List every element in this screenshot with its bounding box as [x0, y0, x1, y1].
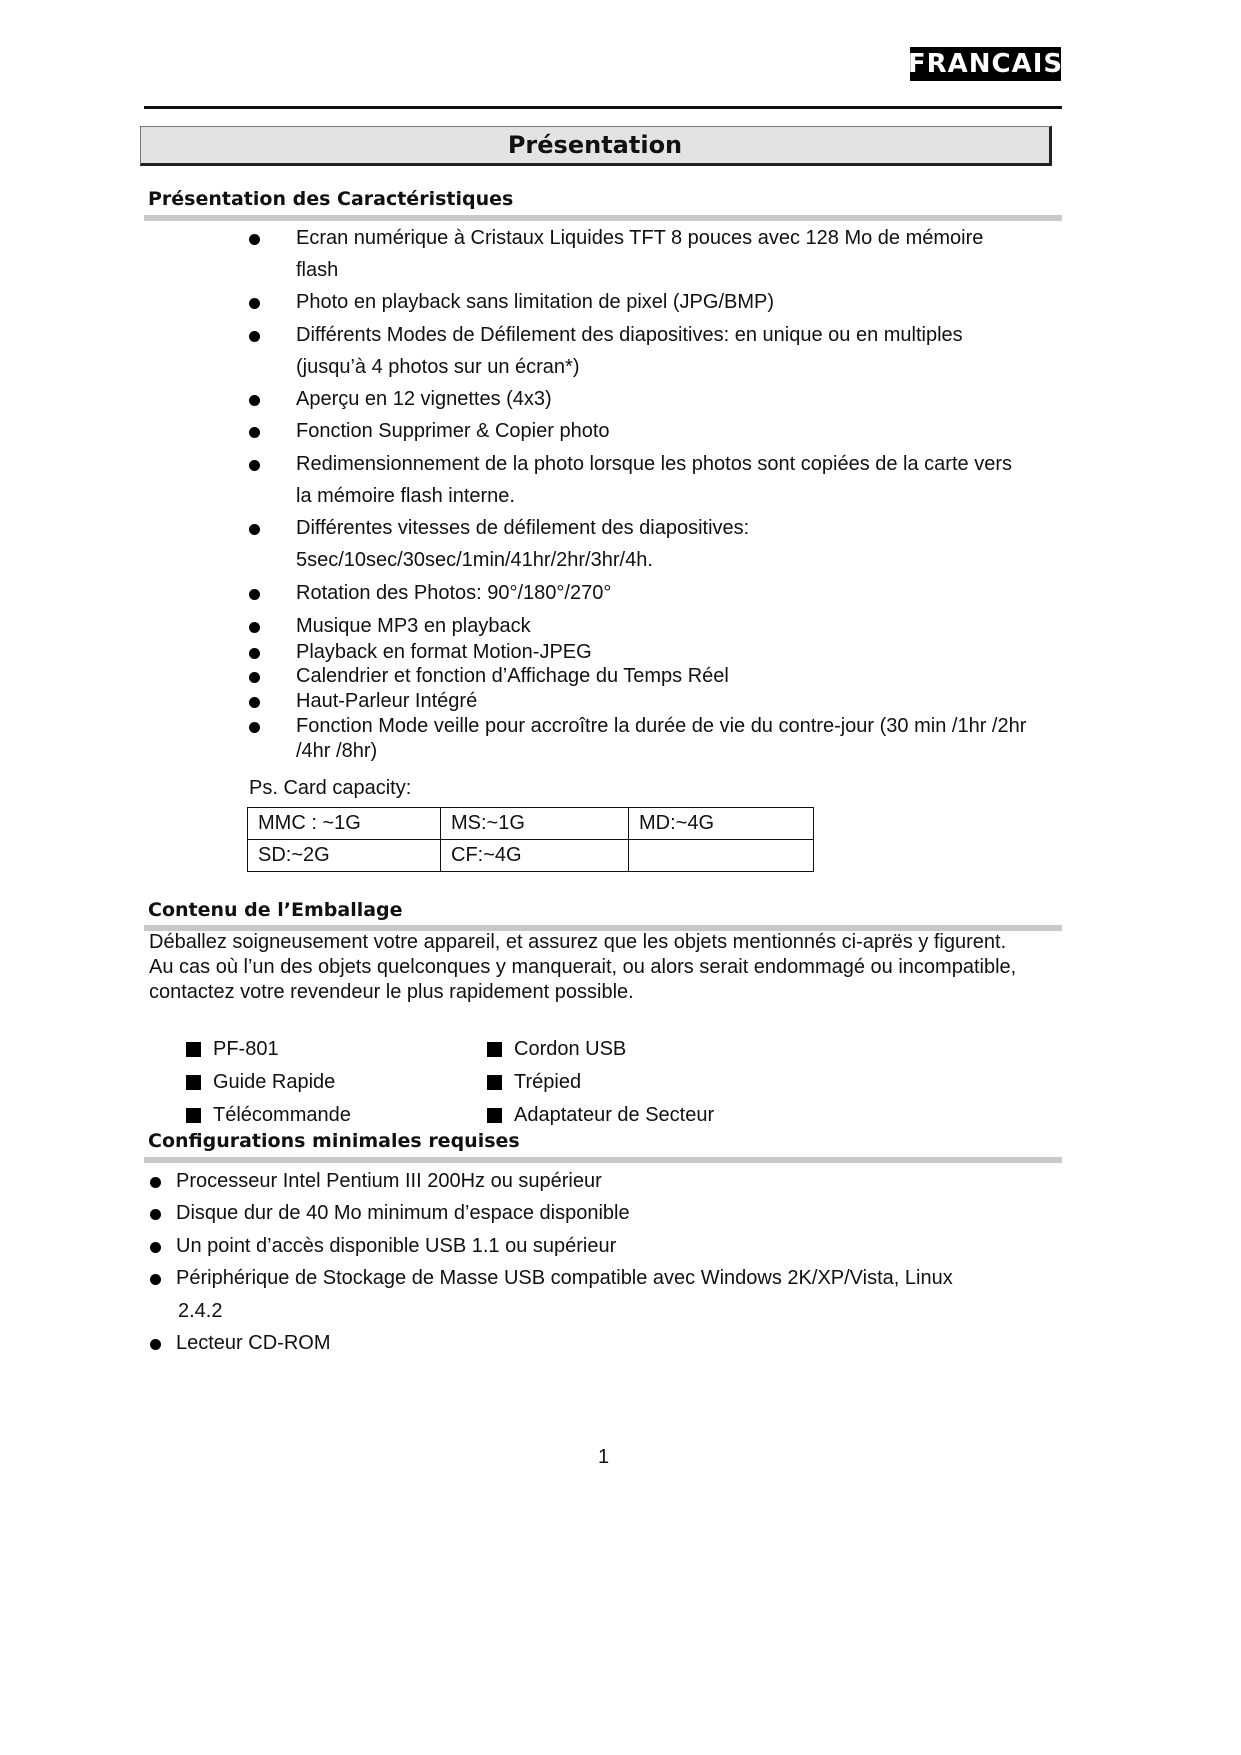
features-divider: [144, 215, 1062, 221]
bullet-icon: [249, 331, 260, 342]
feature-item-3-cont: (jusqu’à 4 photos sur un écran*): [296, 356, 580, 378]
package-item: Télécommande: [186, 1104, 351, 1127]
feature-item-13: Fonction Mode veille pour accroître la durée de vie du contre-jour (30 min /1hr /2hr: [296, 715, 1027, 737]
feature-item-11: Calendrier et fonction d’Affichage du Temps Réel: [296, 665, 729, 687]
square-bullet-icon: [186, 1075, 201, 1090]
language-badge: FRANCAIS: [907, 49, 1064, 79]
bullet-icon: [249, 672, 260, 683]
table-cell: MD:~4G: [629, 808, 814, 840]
package-line-2: Au cas où l’un des objets quelconques y manquerait, ou alors serait endommagé ou incompatible,: [149, 956, 1017, 978]
bullet-icon: [150, 1242, 161, 1253]
requirements-heading: Configurations minimales requises: [148, 1130, 520, 1152]
feature-item-5: Fonction Supprimer & Copier photo: [296, 420, 610, 442]
bullet-icon: [249, 524, 260, 535]
package-item: PF-801: [186, 1038, 279, 1061]
package-item: Guide Rapide: [186, 1071, 335, 1094]
bullet-icon: [249, 648, 260, 659]
package-item: Trépied: [487, 1071, 581, 1094]
feature-item-6: Redimensionnement de la photo lorsque les photos sont copiées de la carte vers: [296, 453, 1012, 475]
bullet-icon: [249, 427, 260, 438]
package-item: Adaptateur de Secteur: [487, 1104, 714, 1127]
feature-item-13-cont: /4hr /8hr): [296, 740, 378, 762]
table-row: [248, 808, 814, 840]
bullet-icon: [150, 1177, 161, 1188]
requirement-item-4: Périphérique de Stockage de Masse USB compatible avec Windows 2K/XP/Vista, Linux: [176, 1267, 953, 1289]
bullet-icon: [150, 1274, 161, 1285]
bullet-icon: [249, 622, 260, 633]
feature-item-1-cont: flash: [296, 259, 339, 281]
square-bullet-icon: [487, 1075, 502, 1090]
table-cell: MS:~1G: [441, 808, 629, 840]
square-bullet-icon: [487, 1108, 502, 1123]
feature-item-12: Haut-Parleur Intégré: [296, 690, 478, 712]
table-row: [248, 840, 814, 872]
feature-item-7: Différentes vitesses de défilement des diapositives:: [296, 517, 750, 539]
page-title: Présentation: [140, 126, 1052, 166]
feature-item-6-cont: la mémoire flash interne.: [296, 485, 515, 507]
feature-item-8: Rotation des Photos: 90°/180°/270°: [296, 582, 612, 604]
feature-item-4: Aperçu en 12 vignettes (4x3): [296, 388, 552, 410]
bullet-icon: [249, 460, 260, 471]
bullet-icon: [249, 697, 260, 708]
bullet-icon: [249, 589, 260, 600]
requirement-item-5: Lecteur CD-ROM: [176, 1332, 331, 1354]
package-line-1: Déballez soigneusement votre appareil, et assurez que les objets mentionnés ci-aprës y figurent.: [149, 931, 1007, 953]
feature-item-1: Ecran numérique à Cristaux Liquides TFT 8 pouces avec 128 Mo de mémoire: [296, 227, 984, 249]
header-divider: [144, 106, 1062, 109]
bullet-icon: [150, 1209, 161, 1220]
feature-item-2: Photo en playback sans limitation de pixel (JPG/BMP): [296, 291, 774, 313]
package-item: Cordon USB: [487, 1038, 626, 1061]
feature-item-10: Playback en format Motion-JPEG: [296, 641, 592, 663]
table-cell: [629, 840, 814, 872]
table-cell: CF:~4G: [441, 840, 629, 872]
square-bullet-icon: [487, 1042, 502, 1057]
square-bullet-icon: [186, 1042, 201, 1057]
bullet-icon: [249, 722, 260, 733]
bullet-icon: [249, 395, 260, 406]
requirements-divider: [144, 1157, 1062, 1163]
table-cell: MMC : ~1G: [248, 808, 441, 840]
bullet-icon: [249, 298, 260, 309]
requirement-item-2: Disque dur de 40 Mo minimum d’espace disponible: [176, 1202, 630, 1224]
feature-item-7-cont: 5sec/10sec/30sec/1min/41hr/2hr/3hr/4h.: [296, 549, 653, 571]
card-capacity-table: [247, 807, 814, 872]
bullet-icon: [150, 1339, 161, 1350]
requirement-item-1: Processeur Intel Pentium III 200Hz ou supérieur: [176, 1170, 602, 1192]
bullet-icon: [249, 234, 260, 245]
table-cell: SD:~2G: [248, 840, 441, 872]
feature-item-9: Musique MP3 en playback: [296, 615, 531, 637]
card-capacity-title: Ps. Card capacity:: [249, 777, 412, 799]
square-bullet-icon: [186, 1108, 201, 1123]
requirement-item-4-cont: 2.4.2: [178, 1300, 223, 1322]
package-heading: Contenu de l’Emballage: [148, 899, 403, 921]
feature-item-3: Différents Modes de Défilement des diapositives: en unique ou en multiples: [296, 324, 963, 346]
requirement-item-3: Un point d’accès disponible USB 1.1 ou supérieur: [176, 1235, 617, 1257]
page-number: 1: [598, 1446, 610, 1468]
features-heading: Présentation des Caractéristiques: [148, 188, 514, 210]
package-line-3: contactez votre revendeur le plus rapidement possible.: [149, 981, 634, 1003]
